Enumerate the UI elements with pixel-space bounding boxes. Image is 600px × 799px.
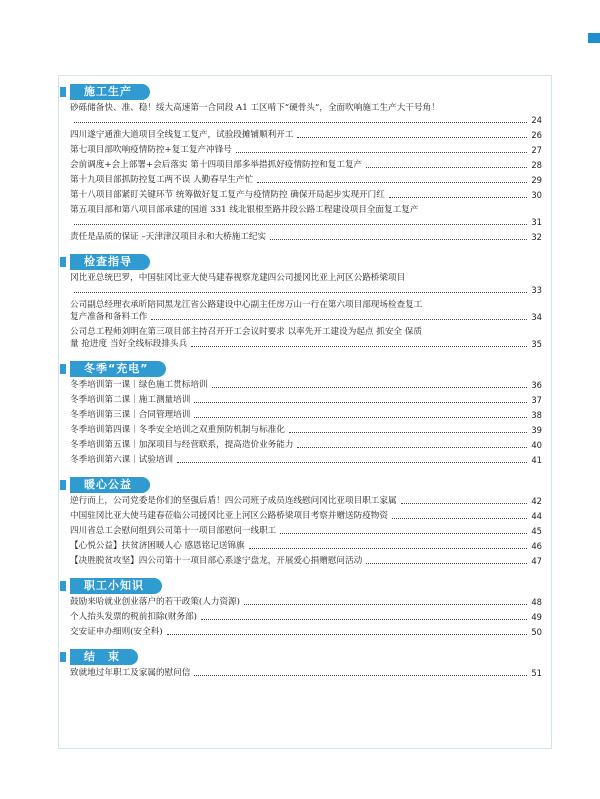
- section-header: [70, 250, 542, 266]
- entry-title-line: 中国驻冈比亚大使马建春莅临公司援冈比亚上河区公路桥梁项目考察并赠送防疫物资: [70, 511, 388, 521]
- dot-leader: [249, 548, 528, 549]
- entry-title-line: 第七项目部吹响疫情防控+复工复产冲锋号: [70, 145, 232, 155]
- section-title-text: 检查指导: [84, 255, 132, 268]
- toc-entry[interactable]: [70, 189, 542, 201]
- dot-leader: [401, 503, 528, 504]
- toc-entry[interactable]: [70, 204, 542, 228]
- section-marker: [60, 87, 66, 97]
- page-number: 39: [531, 425, 542, 435]
- entry-title-line: 责任是品质的保证 –天津津汉项目永和大桥施工纪实: [70, 232, 267, 242]
- toc-entry[interactable]: [70, 555, 542, 567]
- section-title-text: 结 束: [84, 650, 120, 663]
- page-number: 34: [531, 312, 542, 322]
- page-number: 46: [531, 541, 542, 551]
- dot-leader: [270, 239, 527, 240]
- corner-tab: [588, 33, 600, 43]
- dot-leader: [280, 533, 527, 534]
- dot-leader: [74, 224, 527, 225]
- page-number: 48: [531, 597, 542, 607]
- entry-title-line: 冈比亚总统巴罗，中国驻冈比亚大使马建春视察龙建四公司援冈比亚上河区公路桥梁项目: [70, 273, 406, 283]
- section-marker: [60, 257, 66, 267]
- entry-title-line: 个人抬头发票的税前扣除(财务部): [70, 612, 198, 622]
- entry-title-line: 公司总工程师刘明在第三项目部主持召开开工会议时要求 以率先开工建设为起点 抓安全 保质: [70, 327, 422, 337]
- entry-title-line: 冬季培训第二课｜施工测量培训: [70, 395, 191, 405]
- dot-leader: [244, 604, 527, 605]
- toc-entry[interactable]: [70, 409, 542, 421]
- dot-leader: [151, 319, 527, 320]
- page-number: 50: [531, 627, 542, 637]
- page-number: 40: [531, 440, 542, 450]
- toc-entry[interactable]: [70, 439, 542, 451]
- toc-entry[interactable]: [70, 129, 542, 141]
- toc-entry[interactable]: [70, 611, 542, 623]
- toc-section: [70, 250, 542, 350]
- section-title: [70, 84, 150, 100]
- entry-title-line: 第十八项目部紧盯关键环节 统筹做好复工复产与疫情防控 确保开局起步实现开门红: [70, 190, 385, 200]
- toc-entry[interactable]: [70, 626, 542, 638]
- dot-leader: [212, 387, 528, 388]
- entry-title-line: 鼓励来哈就业创业落户的若干政策(人力资源): [70, 597, 240, 607]
- section-title-text: 冬季“充电”: [84, 362, 149, 375]
- entry-title-line: 量 抢进度 当好全线标段排头兵: [70, 339, 188, 349]
- entry-title-line: 致就地过年职工及家属的慰问信: [70, 668, 191, 678]
- section-title: [70, 649, 138, 665]
- toc-entry[interactable]: [70, 667, 542, 679]
- section-title: [70, 361, 166, 377]
- dot-leader: [392, 518, 527, 519]
- entry-title-line: 【决胜脱贫攻坚】四公司第十一项目部心系遂宁盘龙，开展爱心捐赠慰问活动: [70, 556, 363, 566]
- entry-title-line: 砂砾储备快、准、稳！绥大高速第一合同段 A1 工区啃下“硬骨头”，全面吹响施工生产大干号角！: [70, 103, 440, 113]
- dot-leader: [167, 634, 528, 635]
- toc-section: [70, 574, 542, 638]
- dot-leader: [201, 619, 527, 620]
- page-number: 41: [531, 455, 542, 465]
- section-title: [70, 578, 162, 594]
- section-title: [70, 254, 150, 270]
- entry-title-line: 冬季培训第三课｜合同管理培训: [70, 410, 191, 420]
- entry-title-line: 四川遂宁通淮大道项目全线复工复产，试验段摊铺顺利开工: [70, 130, 294, 140]
- toc-entry[interactable]: [70, 510, 542, 522]
- entry-title-line: 四川省总工会慰问组到公司第十一项目部慰问一线职工: [70, 526, 277, 536]
- entry-title-line: 冬季培训第六课｜试验培训: [70, 455, 174, 465]
- page-number: 36: [531, 380, 542, 390]
- toc-entry[interactable]: [70, 272, 542, 296]
- toc-section: [70, 80, 542, 243]
- toc-entry[interactable]: [70, 525, 542, 537]
- toc-entry[interactable]: [70, 454, 542, 466]
- entry-title-line: 第五项目部和第八项目部承建的国道 331 线北银根至路井段公路工程建设项目全面复工复产: [70, 205, 419, 215]
- dot-leader: [194, 417, 527, 418]
- section-title-text: 暖心公益: [84, 478, 132, 491]
- section-header: [70, 80, 542, 96]
- entry-title-line: 冬季培训第五课｜加深项目与经营联系，提高造价业务能力: [70, 440, 294, 450]
- toc-entry[interactable]: [70, 144, 542, 156]
- toc-entry[interactable]: [70, 326, 542, 350]
- dot-leader: [297, 137, 527, 138]
- toc-entry[interactable]: [70, 394, 542, 406]
- dot-leader: [74, 292, 527, 293]
- dot-leader: [177, 462, 527, 463]
- page-number: 32: [531, 232, 542, 242]
- dot-leader: [289, 432, 527, 433]
- toc-entry[interactable]: [70, 174, 542, 186]
- section-marker: [60, 364, 66, 374]
- entry-title-line: 【心悦公益】扶贫济困暖人心 感恩铭记送锦旗: [70, 541, 245, 551]
- page-number: 29: [531, 175, 542, 185]
- section-title: [70, 477, 150, 493]
- page-number: 26: [531, 130, 542, 140]
- page-number: 35: [531, 339, 542, 349]
- section-title-text: 职工小知识: [84, 579, 144, 592]
- page-number: 49: [531, 612, 542, 622]
- page-number: 30: [531, 190, 542, 200]
- entry-title-line: 交安证申办细则(安全科): [70, 627, 163, 637]
- page-number: 38: [531, 410, 542, 420]
- toc-entry[interactable]: [70, 596, 542, 608]
- toc-entry[interactable]: [70, 424, 542, 436]
- toc-entry[interactable]: [70, 540, 542, 552]
- toc-entry[interactable]: [70, 299, 542, 323]
- entry-title-line: 冬季培训第一课｜绿色施工贯标培训: [70, 380, 208, 390]
- page-number: 47: [531, 556, 542, 566]
- entry-title-line: 第十九项目部抓防控复工两不误 人勤春早生产忙: [70, 175, 254, 185]
- entry-title-line: 逆行而上，公司党委是你们的坚强后盾！四公司班子成员连线慰问冈比亚项目职工家属: [70, 496, 397, 506]
- table-of-contents: [70, 80, 542, 686]
- toc-entry[interactable]: [70, 495, 542, 507]
- section-header: [70, 357, 542, 373]
- toc-section: [70, 645, 542, 679]
- section-marker: [60, 581, 66, 591]
- page-number: 27: [531, 145, 542, 155]
- page-number: 28: [531, 160, 542, 170]
- toc-entry[interactable]: [70, 231, 542, 243]
- dot-leader: [366, 167, 527, 168]
- page-number: 51: [531, 668, 542, 678]
- dot-leader: [191, 346, 527, 347]
- section-header: [70, 574, 542, 590]
- entry-title-line: 复产准备和备料工作: [70, 312, 148, 322]
- toc-entry[interactable]: [70, 102, 542, 126]
- section-marker: [60, 480, 66, 490]
- page-number: 24: [531, 115, 542, 125]
- dot-leader: [194, 675, 527, 676]
- page-number: 42: [531, 496, 542, 506]
- entry-title-line: 公司副总经理衣承昕陪同黑龙江省公路建设中心副主任房万山一行在第六项目部现场检查复工: [70, 300, 423, 310]
- toc-section: [70, 357, 542, 466]
- dot-leader: [389, 197, 527, 198]
- page-number: 31: [531, 217, 542, 227]
- dot-leader: [257, 182, 527, 183]
- section-header: [70, 473, 542, 489]
- page-number: 33: [531, 285, 542, 295]
- dot-leader: [74, 122, 527, 123]
- toc-section: [70, 473, 542, 567]
- entry-title-line: 冬季培训第四课｜冬季安全培训之双重预防机制与标准化: [70, 425, 285, 435]
- dot-leader: [297, 447, 527, 448]
- entry-title-line: 会前调度+会上部署+会后落实 第十四项目部多举措抓好疫情防控和复工复产: [70, 160, 363, 170]
- dot-leader: [236, 152, 527, 153]
- section-marker: [60, 652, 66, 662]
- toc-entry[interactable]: [70, 379, 542, 391]
- section-header: [70, 645, 542, 661]
- page-number: 45: [531, 526, 542, 536]
- dot-leader: [194, 402, 527, 403]
- section-title-text: 施工生产: [84, 85, 132, 98]
- page-number: 37: [531, 395, 542, 405]
- toc-entry[interactable]: [70, 159, 542, 171]
- page-number: 44: [531, 511, 542, 521]
- dot-leader: [366, 563, 527, 564]
